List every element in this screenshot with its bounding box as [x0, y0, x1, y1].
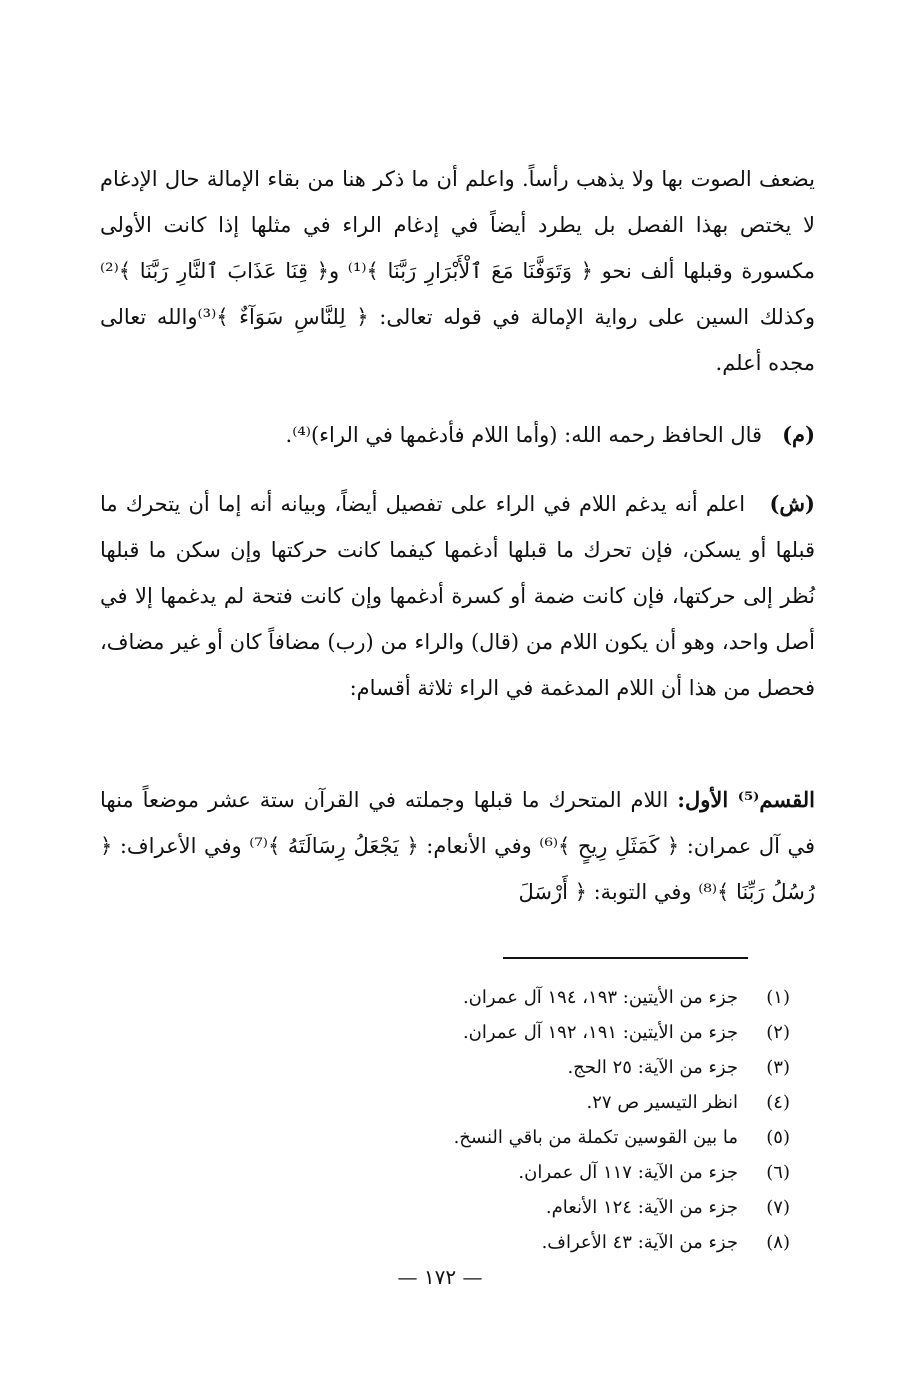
footnote-text: جزء من الأيتين: ١٩١، ١٩٢ آل عمران. [462, 1022, 738, 1043]
footnote-item [380, 1225, 790, 1260]
footnote-item [380, 1085, 790, 1120]
paragraph-sharh-explanation [100, 481, 815, 711]
paragraph-matn-quote [100, 412, 815, 458]
page-number: — ١٧٢ — [397, 1265, 483, 1289]
footnote-text: جزء من الأيتين: ١٩٣، ١٩٤ آل عمران. [462, 987, 738, 1008]
footnote-separator [503, 957, 748, 959]
paragraph-text: اللام المتحرك ما قبلها وجملته في القرآن ستة عشر موضعاً منها في آل عمران: ﴿ كَمَثَلِ رِيحٍ ﴾⁽⁶⁾ وفي الأنعام: ﴿ يَجْعَلُ رِسَالَتَهُ ﴾⁽⁷⁾ وفي الأعراف: ﴿ رُسُلُ رَبِّنَا ﴾⁽⁸⁾ وفي التوبة: ﴿ أَرْسَلَ [100, 788, 816, 904]
footnote-number: (٧) [766, 1197, 790, 1218]
sharh-marker: (ش) [769, 491, 815, 516]
footnote-number: (٤) [766, 1092, 790, 1113]
paragraph-text: قال الحافظ رحمه الله: (وأما اللام فأدغمها في الراء)⁽⁴⁾. [285, 423, 763, 447]
footnotes-list [380, 980, 790, 1260]
footnote-item [380, 1015, 790, 1050]
footnote-text: جزء من الآية: ١١٧ آل عمران. [518, 1162, 738, 1183]
footnote-number: (٣) [766, 1057, 790, 1078]
footnote-item [380, 1050, 790, 1085]
footnote-number: (٢) [766, 1022, 790, 1043]
footnote-number: (٦) [766, 1162, 790, 1183]
paragraph-text: يضعف الصوت بها ولا يذهب رأساً. واعلم أن ما ذكر هنا من بقاء الإمالة حال الإدغام لا يختص بهذا الفصل بل يطرد أيضاً في إدغام الراء في مثلها إذا كانت الأولى مكسورة وقبلها ألف نحو ﴿ وَتَوَفَّنَا مَعَ ٱلْأَبْرَارِ رَبَّنَا ﴾⁽¹⁾ و﴿ قِنَا عَذَابَ ٱلنَّارِ رَبَّنَا ﴾⁽²⁾ وكذلك السين على رواية الإمالة في قوله تعالى: ﴿ لِلنَّاسِ سَوَآءٌ ﴾⁽³⁾والله تعالى مجده أعلم. [100, 167, 815, 375]
footnote-text: ما بين القوسين تكملة من باقي النسخ. [453, 1127, 738, 1148]
footnote-number: (٥) [766, 1127, 790, 1148]
footnote-item [380, 1190, 790, 1225]
footnote-text: جزء من الآية: ٤٣ الأعراف. [541, 1232, 738, 1253]
footnote-item [380, 1120, 790, 1155]
paragraph-first-section [100, 777, 815, 915]
footnote-text: جزء من الآية: ١٢٤ الأنعام. [545, 1197, 738, 1218]
footnote-item [380, 1155, 790, 1190]
matn-marker: (م) [782, 422, 815, 447]
section-heading: القسم⁽⁵⁾ الأول: [677, 787, 815, 812]
paragraph-text: اعلم أنه يدغم اللام في الراء على تفصيل أيضاً، وبيانه أنه إما أن يتحرك ما قبلها أو يسكن، فإن تحرك ما قبلها أدغمها كيفما كانت حركتها وإن سكن ما قبلها نُظر إلى حركتها، فإن كانت ضمة أو كسرة أدغمها وإن كانت فتحة لم يدغمها إلا في أصل واحد، وهو أن يكون اللام من (قال) والراء من (رب) مضافاً كان أو غير مضاف، فحصل من هذا أن اللام المدغمة في الراء ثلاثة أقسام: [100, 492, 815, 700]
footnote-number: (١) [766, 987, 790, 1008]
footnote-number: (٨) [766, 1232, 790, 1253]
footnote-item [380, 980, 790, 1015]
footnote-text: جزء من الآية: ٢٥ الحج. [567, 1057, 738, 1078]
footnote-text: انظر التيسير ص ٢٧. [586, 1092, 738, 1113]
paragraph-imala-note [100, 156, 815, 386]
